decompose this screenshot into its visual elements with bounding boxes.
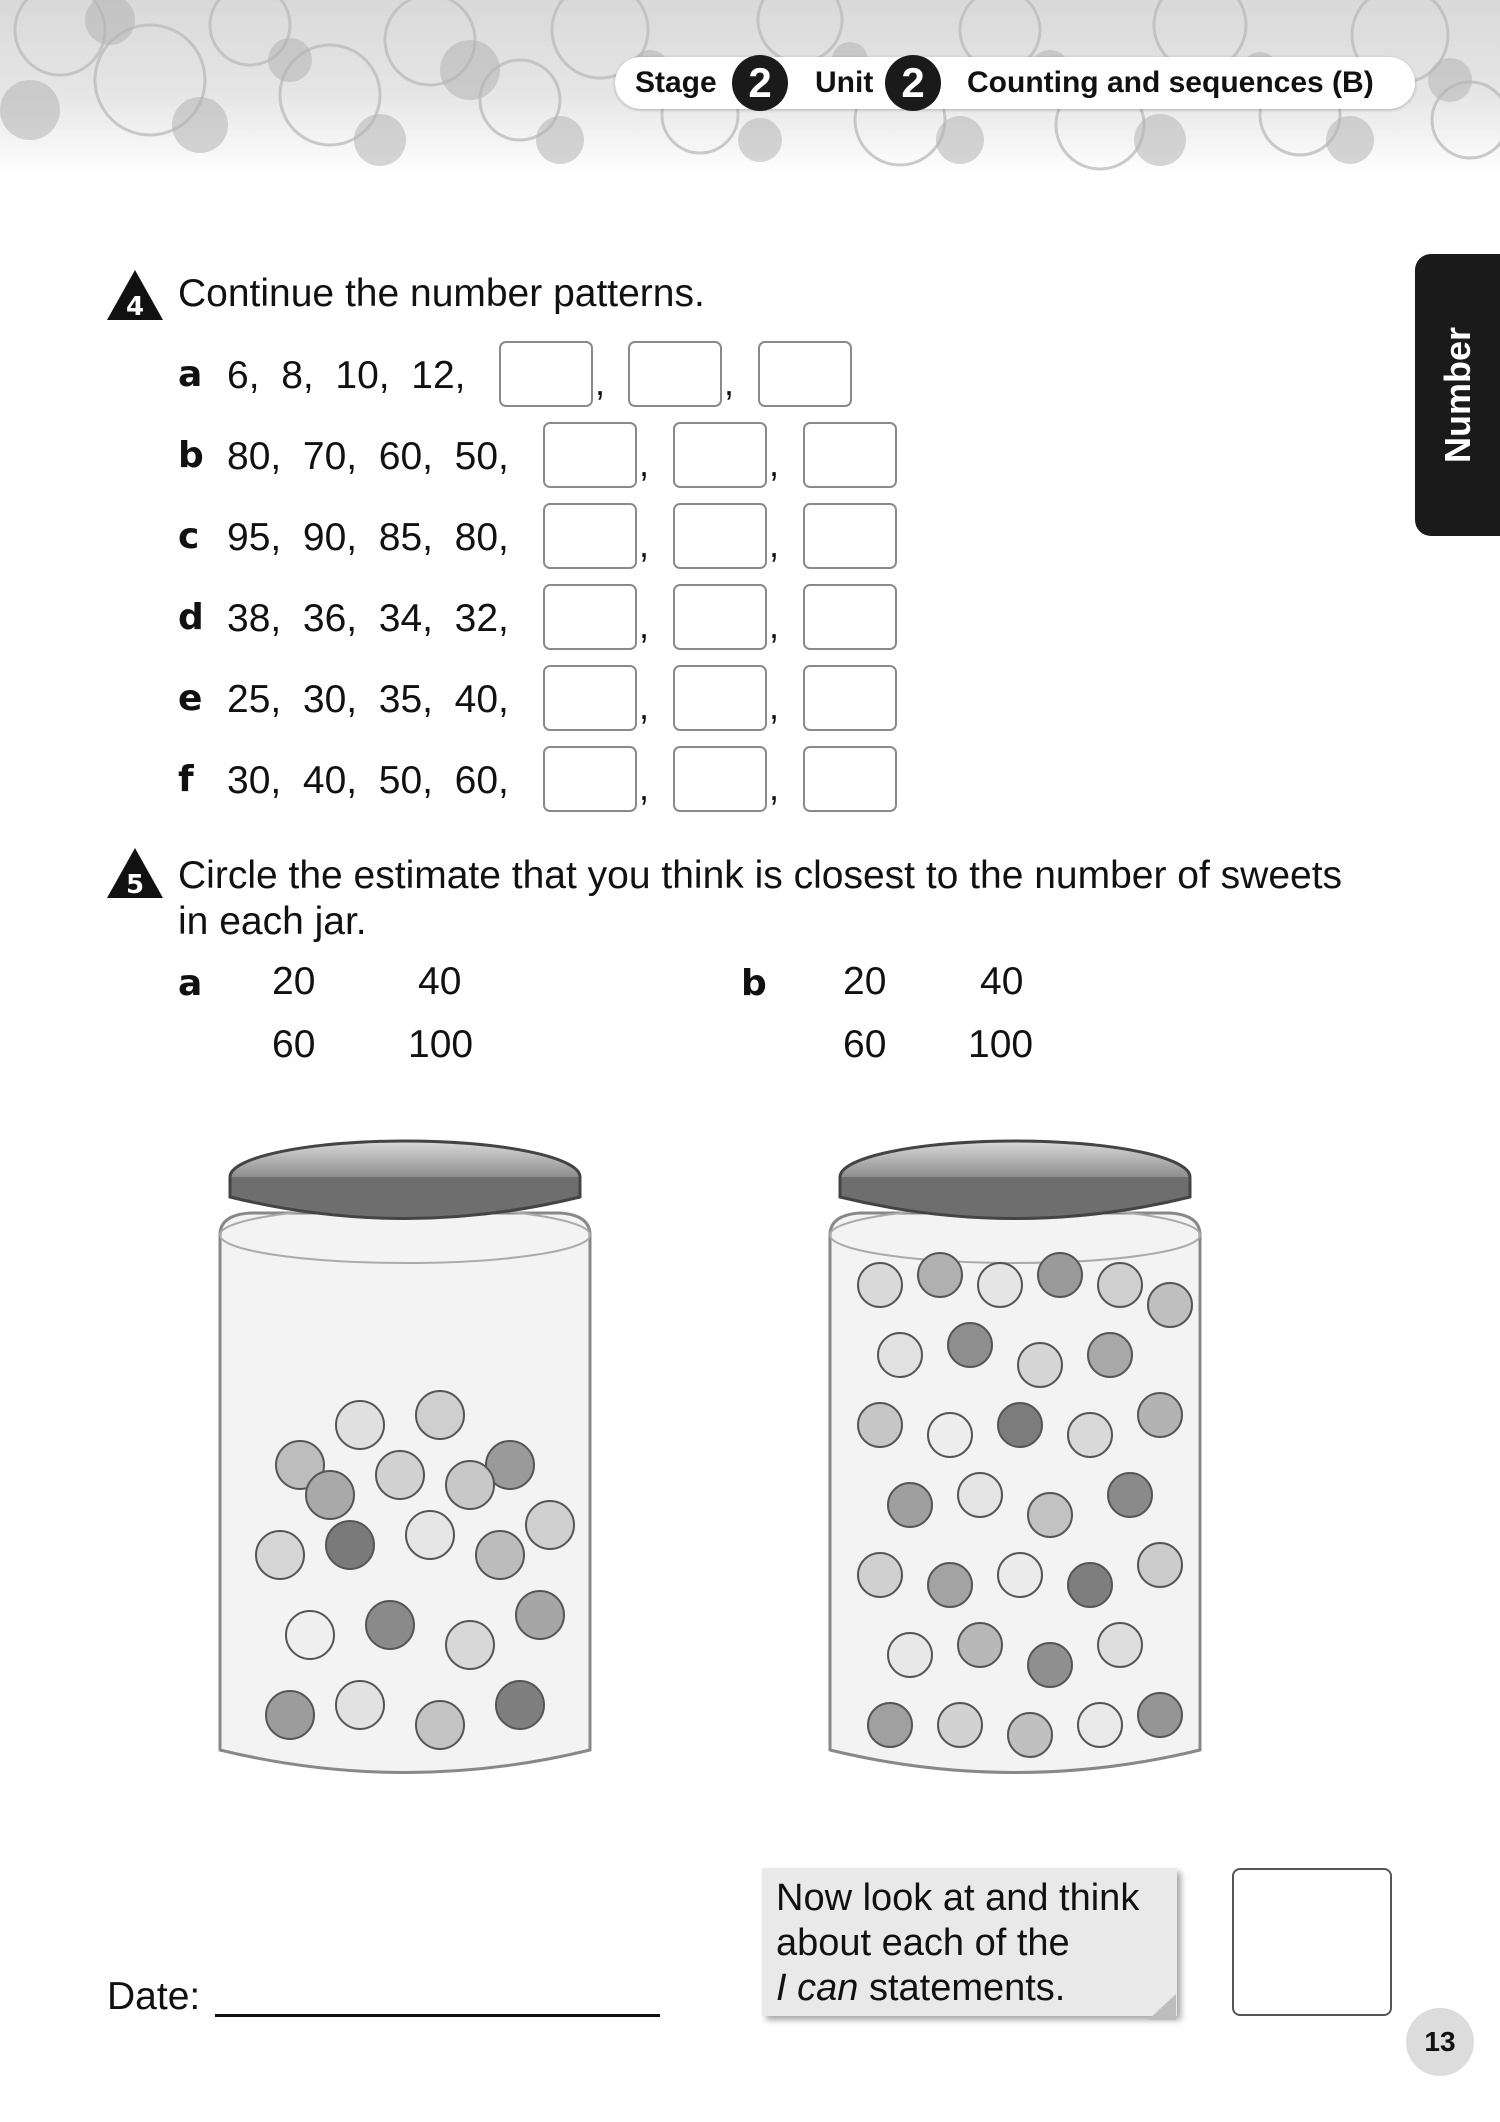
date-input-line[interactable]	[215, 2014, 660, 2017]
comma: ,	[769, 524, 780, 565]
estimate-option[interactable]: 100	[968, 1023, 1034, 1066]
estimate-option[interactable]: 20	[272, 960, 316, 1003]
date-label: Date:	[107, 1975, 201, 2018]
comma: ,	[639, 443, 650, 484]
note-line-2: about each of the	[776, 1922, 1070, 1964]
row-label: c	[178, 516, 200, 557]
comma: ,	[769, 686, 780, 727]
question-4-instruction: Continue the number patterns.	[178, 272, 705, 315]
comma: ,	[769, 443, 780, 484]
row-label: e	[178, 678, 203, 719]
comma: ,	[639, 686, 650, 727]
estimate-option[interactable]: 60	[272, 1023, 316, 1066]
stage-label: Stage	[635, 66, 717, 99]
answer-box[interactable]	[803, 503, 897, 569]
row-sequence: 30, 40, 50, 60,	[227, 759, 509, 802]
answer-box[interactable]	[803, 584, 897, 650]
row-sequence: 6, 8, 10, 12,	[227, 354, 466, 397]
row-sequence: 25, 30, 35, 40,	[227, 678, 509, 721]
row-label: f	[178, 759, 194, 800]
sweet-jar-b-image	[820, 1125, 1210, 1795]
unit-header-pill	[615, 57, 1415, 109]
answer-box[interactable]	[803, 665, 897, 731]
answer-box[interactable]	[803, 422, 897, 488]
question-5-instruction-line-2: in each jar.	[178, 900, 367, 943]
section-tab	[1415, 254, 1500, 536]
note-italic: I can	[776, 1967, 859, 2009]
answer-box[interactable]	[499, 341, 593, 407]
comma: ,	[639, 605, 650, 646]
answer-box[interactable]	[543, 422, 637, 488]
answer-box[interactable]	[803, 746, 897, 812]
note-line-3	[776, 1966, 1163, 2011]
row-label: a	[178, 354, 203, 395]
comma: ,	[724, 362, 735, 403]
answer-box[interactable]	[543, 665, 637, 731]
unit-label: Unit	[815, 66, 874, 99]
self-assessment-note	[762, 1868, 1177, 2016]
question-5-instruction	[178, 853, 1408, 945]
answer-box[interactable]	[628, 341, 722, 407]
estimate-option[interactable]: 40	[980, 960, 1024, 1003]
comma: ,	[639, 524, 650, 565]
page-number: 13	[1406, 2008, 1474, 2076]
answer-box[interactable]	[673, 584, 767, 650]
answer-box[interactable]	[673, 746, 767, 812]
note-line-1: Now look at and think	[776, 1877, 1140, 1919]
comma: ,	[639, 767, 650, 808]
comma: ,	[769, 605, 780, 646]
question-4-number: 4	[125, 292, 145, 322]
note-rest: statements.	[858, 1967, 1066, 2009]
row-label: b	[178, 435, 204, 476]
answer-box[interactable]	[543, 584, 637, 650]
question-5-instruction-line-1: Circle the estimate that you think is closest to the number of sweets	[178, 854, 1343, 897]
estimate-option[interactable]: 20	[843, 960, 887, 1003]
self-assessment-box[interactable]	[1232, 1868, 1392, 2016]
answer-box[interactable]	[673, 422, 767, 488]
stage-number-badge: 2	[732, 55, 788, 111]
answer-box[interactable]	[673, 503, 767, 569]
section-tab-label: Number	[1436, 326, 1478, 464]
question-5-number: 5	[125, 870, 145, 900]
note-page-fold	[1148, 1994, 1176, 2020]
estimate-option[interactable]: 60	[843, 1023, 887, 1066]
unit-number-badge: 2	[885, 55, 941, 111]
answer-box[interactable]	[543, 746, 637, 812]
unit-title: Counting and sequences (B)	[967, 66, 1374, 99]
sweet-jar-a-image	[210, 1125, 600, 1795]
row-sequence: 80, 70, 60, 50,	[227, 435, 509, 478]
answer-box[interactable]	[673, 665, 767, 731]
comma: ,	[769, 767, 780, 808]
question-5-triangle-icon	[105, 846, 165, 900]
estimate-option[interactable]: 40	[418, 960, 462, 1003]
row-label: d	[178, 597, 204, 638]
answer-box[interactable]	[543, 503, 637, 569]
part-a-label: a	[178, 963, 203, 1004]
row-sequence: 38, 36, 34, 32,	[227, 597, 509, 640]
comma: ,	[595, 362, 606, 403]
question-4-triangle-icon	[105, 268, 165, 322]
estimate-option[interactable]: 100	[408, 1023, 474, 1066]
part-b-label: b	[741, 963, 767, 1004]
answer-box[interactable]	[758, 341, 852, 407]
row-sequence: 95, 90, 85, 80,	[227, 516, 509, 559]
